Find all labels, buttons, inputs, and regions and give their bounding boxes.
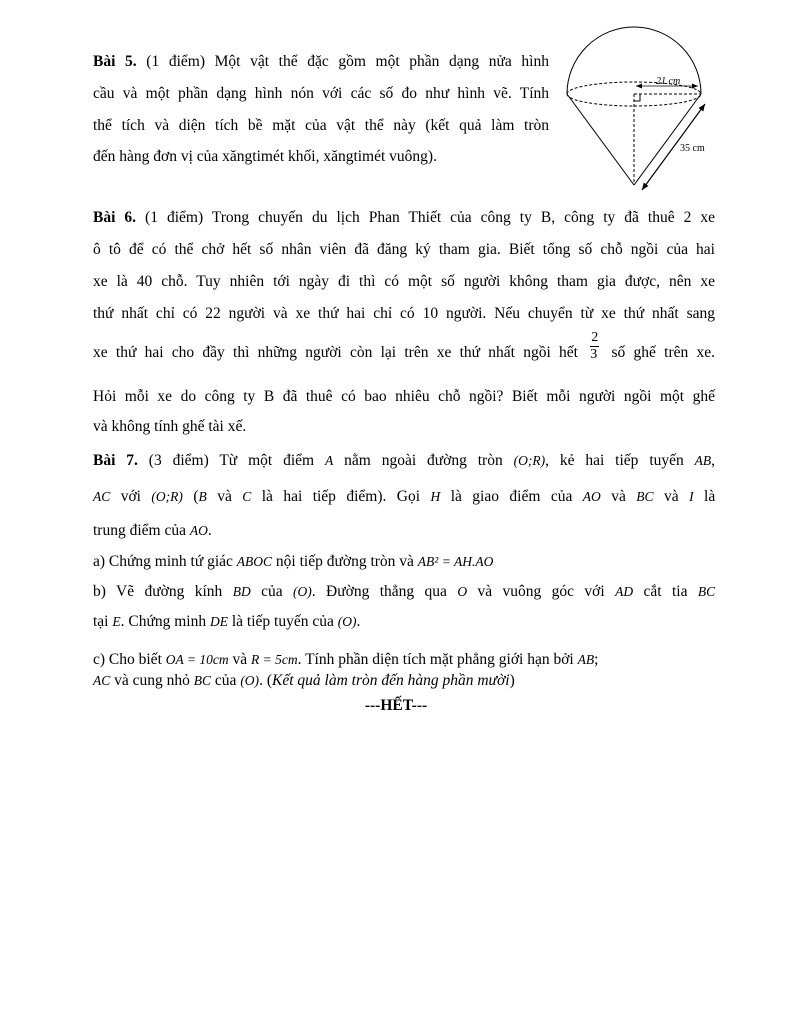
bai7-part-b-line-2: tại E. Chứng minh DE là tiếp tuyến của (O).: [93, 613, 361, 630]
bai6-label: Bài 6.: [93, 209, 137, 226]
hemisphere-cone-figure: [560, 20, 720, 200]
bai6-line-6: Hỏi mỗi xe do công ty B đã thuê có bao nhiêu chỗ ngồi? Biết mỗi người ngồi một ghế: [93, 388, 715, 405]
radius-label: 21 cm: [656, 76, 681, 87]
cone-right-side: [634, 94, 701, 185]
bai7-label: Bài 7.: [93, 452, 138, 469]
bai7-line-3: trung điểm của AO.: [93, 522, 212, 539]
bai7-part-c-line-2: AC và cung nhỏ BC của (O). (Kết quả làm tròn đến hàng phần mười): [93, 672, 515, 689]
bai6-line-4: thứ nhất chỉ có 22 người và xe thứ hai chỉ có 10 người. Nếu chuyển từ xe thứ nhất sang: [93, 305, 715, 322]
right-angle-mark: [634, 94, 640, 101]
bai6-line-5: xe thứ hai cho đầy thì những người còn lại trên xe thứ nhất ngồi hết $\frac{2}{3}$ số ghế trên xe.: [93, 329, 716, 362]
bai5-label: Bài 5.: [93, 53, 137, 70]
bai5-line-4: đến hàng đơn vị của xăngtimét khối, xăngtimét vuông).: [93, 148, 437, 165]
bai7-line-2: AC với (O;R) (B và C là hai tiếp điểm). Gọi H là giao điểm của AO và BC và I là: [93, 488, 716, 505]
bai6-line-2: ô tô để có thể chở hết số nhân viên đã đăng ký tham gia. Biết tổng số chỗ ngồi của hai: [93, 241, 715, 258]
bai6-line-1: Bài 6. (1 điểm) Trong chuyến du lịch Phan Thiết của công ty B, công ty đã thuê 2 xe: [93, 209, 715, 226]
end-marker: ---HẾT---: [364, 697, 428, 714]
bai5-line-2: cầu và một phần dạng hình nón với các số đo như hình vẽ. Tính: [93, 85, 549, 102]
bai7-part-b-line-1: b) Vẽ đường kính BD của (O). Đường thẳng qua O và vuông góc với AD cắt tia BC: [93, 583, 716, 600]
bai7-line-1: Bài 7. (3 điểm) Từ một điểm A nằm ngoài đường tròn (O;R), kẻ hai tiếp tuyến AB,: [93, 452, 716, 469]
bai6-line-7: và không tính ghế tài xế.: [93, 418, 247, 435]
hemisphere-arc: [567, 27, 701, 94]
bai7-part-a: a) Chứng minh tứ giác ABOC nội tiếp đường tròn và AB² = AH.AO: [93, 553, 494, 570]
bai6-line-3: xe là 40 chỗ. Tuy nhiên tới ngày đi thì có một số người không tham gia được, nên xe: [93, 273, 715, 290]
bai7-part-c-line-1: c) Cho biết OA = 10cm và R = 5cm. Tính phần diện tích mặt phẳng giới hạn bởi AB;: [93, 651, 599, 668]
fraction-two-thirds: $\frac{2}{3}$: [590, 329, 599, 362]
bai5-line-1: Bài 5. (1 điểm) Một vật thể đặc gồm một phần dạng nửa hình: [93, 53, 549, 70]
cone-left-side: [567, 94, 634, 185]
slant-label: 35 cm: [680, 143, 705, 154]
base-ellipse-back: [567, 82, 701, 94]
bai5-line-3: thể tích và diện tích bề mặt của vật thể này (kết quả làm tròn: [93, 117, 549, 134]
